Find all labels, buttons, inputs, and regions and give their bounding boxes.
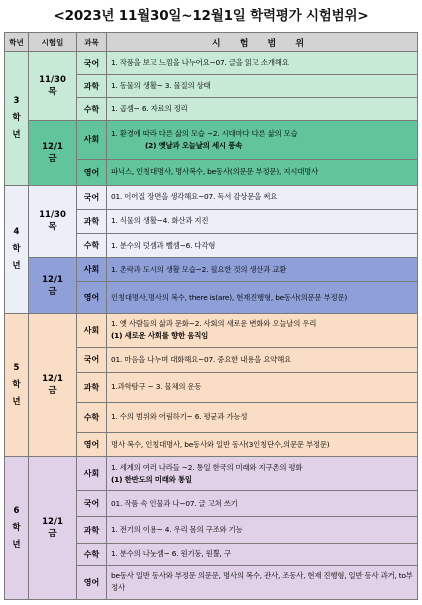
header-grade: 학년 (5, 33, 29, 52)
subject-cell: 수학 (77, 543, 107, 565)
range-cell: 1. 곱셈~ 6. 자료의 정리 (107, 98, 418, 121)
header-range: 시 험 범 위 (107, 33, 418, 52)
table-row (5, 457, 418, 491)
range-cell: 1. 분수의 덧셈과 뺄셈~6. 다각형 (107, 233, 418, 257)
subject-cell: 수학 (77, 98, 107, 121)
subject-cell: 국어 (77, 52, 107, 75)
exam-range-table (4, 32, 418, 600)
date-cell: 12/1 금 (29, 121, 77, 185)
header-subject: 과목 (77, 33, 107, 52)
subject-cell: 국어 (77, 347, 107, 372)
range-cell: 1. 환경에 따라 다른 삶의 모습 ~2. 시대마다 다른 삶의 모습 (2) 옛날과 오늘날의 세시 풍속 (107, 121, 418, 159)
subject-cell: 사회 (77, 314, 107, 347)
range-cell: 1. 세계의 여러 나라들 ~2. 통일 한국의 미래와 지구촌의 평화 (1) 한반도의 미래와 통일 (107, 457, 418, 491)
date-cell: 12/1 금 (29, 457, 77, 600)
header-date: 시험일 (29, 33, 77, 52)
subject-cell: 과학 (77, 209, 107, 233)
range-cell: 1. 수의 범위와 어림하기~ 6. 평균과 가능성 (107, 402, 418, 432)
range-cell: 01. 작품 속 인물과 나~07. 글 고쳐 쓰기 (107, 491, 418, 517)
table-row (5, 258, 418, 282)
subject-cell: 영어 (77, 565, 107, 599)
subject-cell: 수학 (77, 402, 107, 432)
range-cell: be동사 일반 동사와 부정문 의문문, 명사의 복수, 관사, 조동사, 현재 진행형, 일반 동사 과거, to부정사 (107, 565, 418, 599)
table-row (5, 121, 418, 159)
range-cell: 1. 옛 사람들의 삶과 문화~2. 사회의 새로운 변화와 오늘날의 우리 (1) 새로운 사회를 향한 움직임 (107, 314, 418, 347)
subject-cell: 과학 (77, 75, 107, 98)
table-row (5, 52, 418, 75)
subject-cell: 수학 (77, 233, 107, 257)
subject-cell: 영어 (77, 433, 107, 457)
subject-cell: 국어 (77, 185, 107, 209)
range-cell: 1. 촌락과 도시의 생활 모습~2. 필요한 것의 생산과 교환 (107, 258, 418, 282)
table-header-row (5, 33, 418, 52)
page-title: <2023년 11월30일~12월1일 학력평가 시험범위> (53, 8, 369, 24)
range-cell: 1. 식물의 생활~4. 화산과 지진 (107, 209, 418, 233)
table-row (5, 185, 418, 209)
date-cell: 11/30 목 (29, 52, 77, 121)
grade-label: 5 학 년 (12, 362, 21, 407)
subject-cell: 국어 (77, 491, 107, 517)
range-cell: 1. 작품을 보고 느낌을 나누어요~07. 글을 읽고 소개해요 (107, 52, 418, 75)
date-cell: 11/30 목 (29, 185, 77, 257)
grade-5-cell (5, 314, 29, 457)
subject-cell: 과학 (77, 517, 107, 543)
grade-label: 3 학 년 (12, 95, 21, 140)
range-cell: 인칭대명사,명사의 복수, there is(are), 현재진행형, be동사(의문문 부정문) (107, 282, 418, 314)
range-cell: 01. 이어질 장면을 생각해요~07. 독서 감상문을 써요 (107, 185, 418, 209)
date-cell: 12/1 금 (29, 258, 77, 314)
range-cell: 명사 복수, 인칭대명사, be동사와 일반 동사(3인칭단수,의문문 부정문) (107, 433, 418, 457)
grade-6-cell (5, 457, 29, 600)
grade-label: 6 학 년 (12, 505, 21, 550)
table-row (5, 314, 418, 347)
subject-cell: 사회 (77, 457, 107, 491)
range-cell: 1. 전기의 이용~ 4. 우리 몸의 구조와 기능 (107, 517, 418, 543)
subject-cell: 영어 (77, 282, 107, 314)
subject-cell: 과학 (77, 372, 107, 402)
subject-cell: 사회 (77, 258, 107, 282)
range-cell: 1. 동물의 생활~ 3. 물질의 상태 (107, 75, 418, 98)
date-cell: 12/1 금 (29, 314, 77, 457)
grade-4-cell (5, 185, 29, 314)
subject-cell: 사회 (77, 121, 107, 159)
grade-label: 4 학 년 (12, 227, 21, 272)
range-cell: 1. 분수의 나눗셈~ 6. 원기둥, 원뿔, 구 (107, 543, 418, 565)
range-cell: 1.과학탐구 ~ 3. 물체의 운동 (107, 372, 418, 402)
grade-3-cell (5, 52, 29, 186)
range-cell: 01. 마음을 나누며 대화해요~07. 중요한 내용을 요약해요 (107, 347, 418, 372)
subject-cell: 영어 (77, 159, 107, 185)
range-cell: 파닉스, 인칭대명사, 명사복수, be동사(의문문 부정문), 지시대명사 (107, 159, 418, 185)
